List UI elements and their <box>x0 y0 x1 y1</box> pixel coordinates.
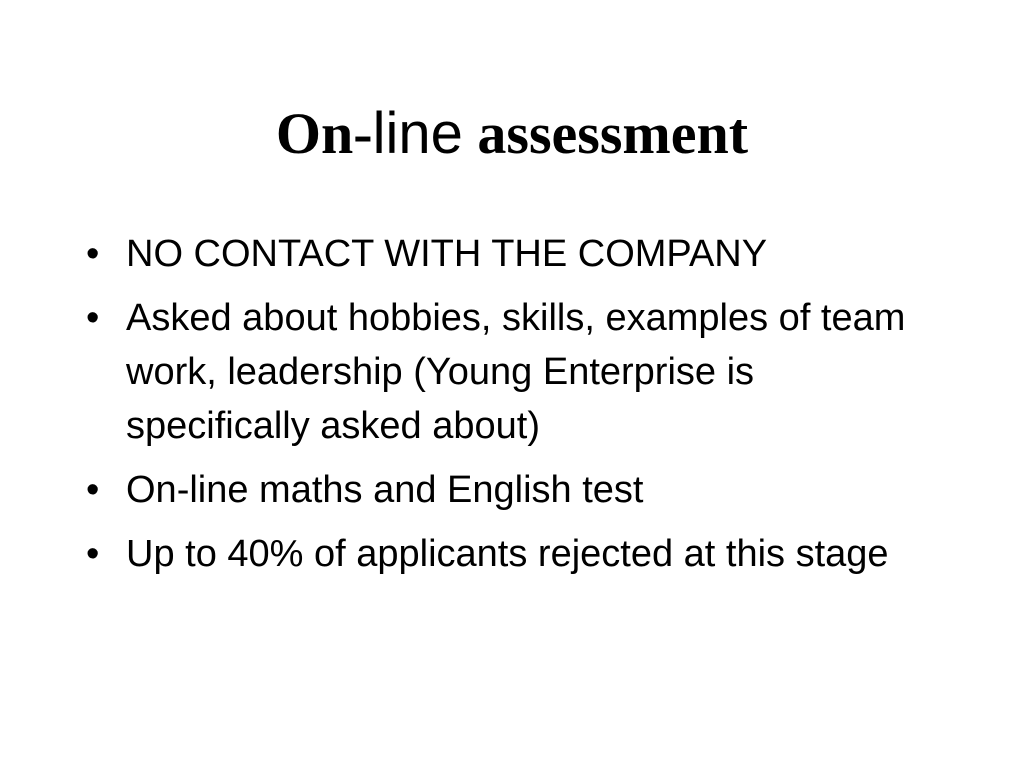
bullet-item <box>86 463 946 517</box>
bullet-text-online-test: On-line maths and English test <box>126 469 644 511</box>
bullet-text-no-contact: NO CONTACT WITH THE COMPANY <box>126 233 768 275</box>
bullet-list <box>86 227 946 591</box>
bullet-text-hobbies-skills: Asked about hobbies, skills, examples of team work, leadership (Young Enterprise is specifically asked about) <box>126 297 906 447</box>
bullet-icon: • <box>86 297 100 339</box>
bullet-icon: • <box>86 533 100 575</box>
title-part-assessment: assessment <box>462 101 749 166</box>
title-part-line: line <box>372 101 463 166</box>
bullet-text-rejection-rate: Up to 40% of applicants rejected at this stage <box>126 533 889 575</box>
bullet-item <box>86 291 946 453</box>
bullet-icon: • <box>86 233 100 275</box>
bullet-icon: • <box>86 469 100 511</box>
bullet-item <box>86 227 946 281</box>
slide-title <box>0 98 1024 170</box>
title-part-on: On- <box>275 101 373 166</box>
bullet-item <box>86 527 946 581</box>
